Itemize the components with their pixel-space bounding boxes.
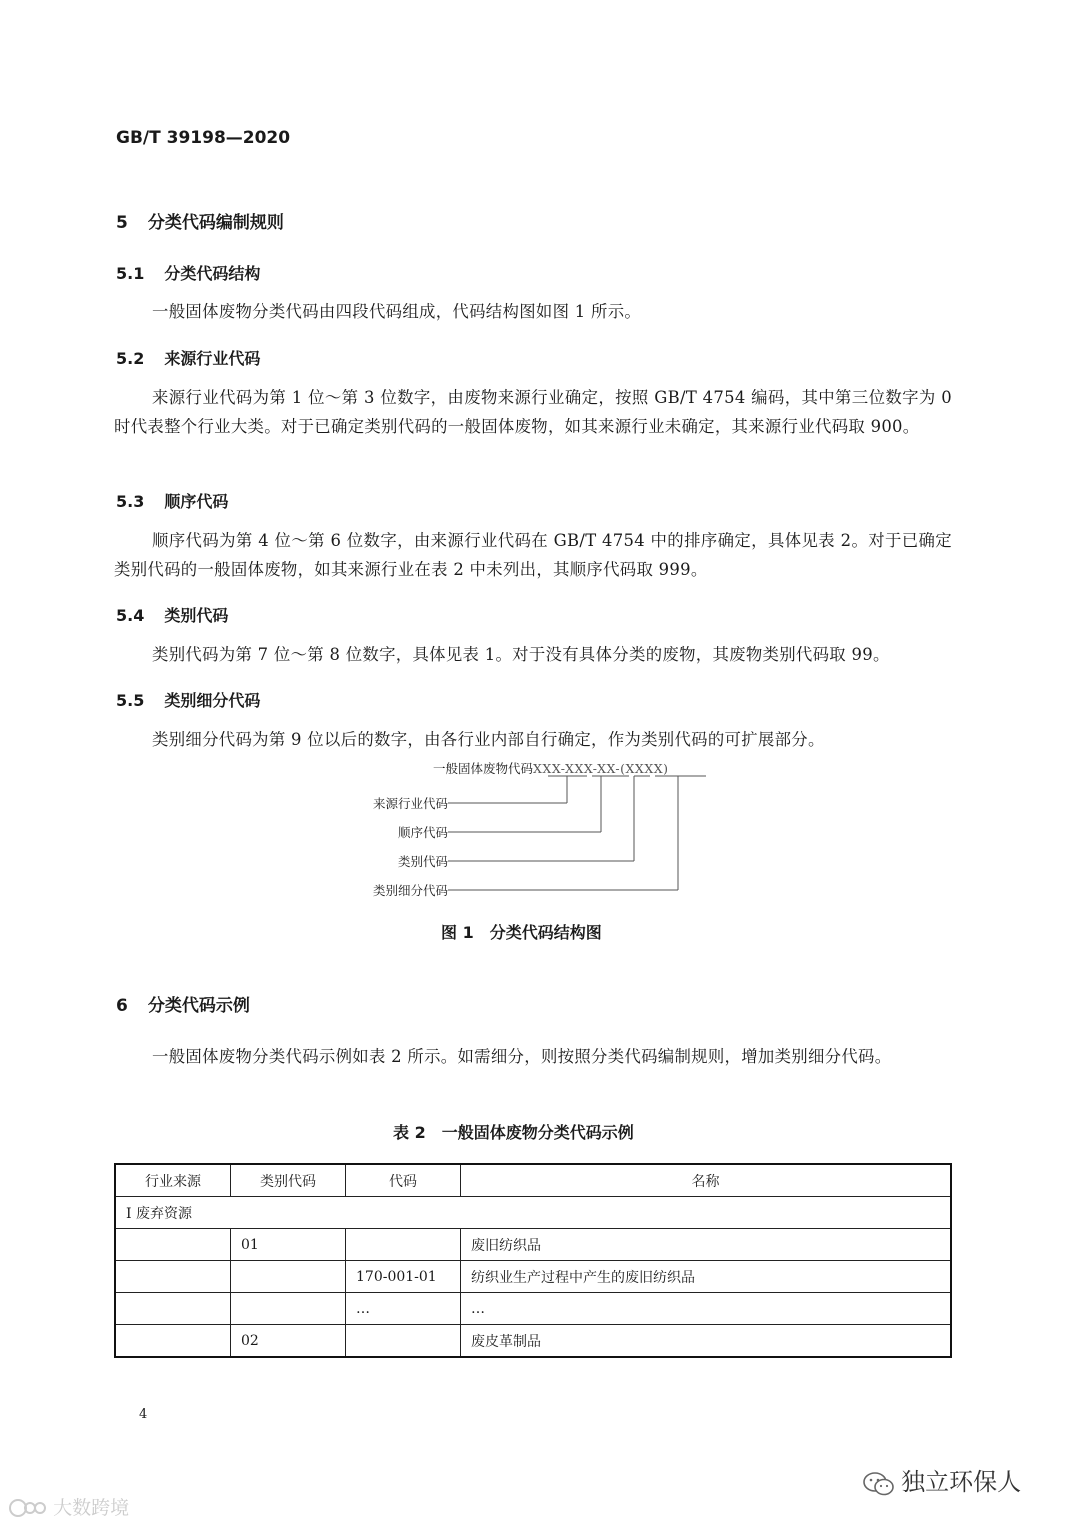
cell-industry — [115, 1229, 231, 1261]
section-number: 6 — [116, 996, 128, 1016]
watermark-right — [862, 1462, 1021, 1502]
cell-industry — [115, 1325, 231, 1358]
section-title: 分类代码结构 — [164, 264, 261, 283]
table-group-row — [115, 1197, 951, 1229]
table-header-row — [115, 1164, 951, 1197]
section-5-2-text: 来源行业代码为第 1 位～第 3 位数字，由废物来源行业确定，按照 GB/T 4754 编码，其中第三位数字为 0 时代表整个行业大类。对于已确定类别代码的一般固体废物，如其来源行业未确定，其来源行业代码取 900。 — [114, 388, 952, 436]
section-title: 来源行业代码 — [164, 349, 261, 368]
figure-caption: 图 1 分类代码结构图 — [441, 923, 602, 942]
cell-name: 废旧纺织品 — [461, 1229, 952, 1261]
code-structure-diagram — [300, 755, 800, 905]
section-title: 类别细分代码 — [164, 691, 261, 710]
section-title: 分类代码示例 — [147, 996, 250, 1016]
col-header-category-code: 类别代码 — [231, 1164, 346, 1197]
section-number: 5.1 — [116, 264, 145, 283]
table-row — [115, 1325, 951, 1358]
cell-name: … — [461, 1293, 952, 1325]
classification-code-table — [114, 1163, 952, 1358]
col-header-industry: 行业来源 — [115, 1164, 231, 1197]
table-caption: 表 2 一般固体废物分类代码示例 — [393, 1123, 634, 1142]
cell-industry — [115, 1261, 231, 1293]
group-label: Ⅰ 废弃资源 — [115, 1197, 951, 1229]
watermark-text: 大数跨境 — [53, 1497, 130, 1519]
section-5-1-text: 一般固体废物分类代码由四段代码组成，代码结构图如图 1 所示。 — [152, 302, 642, 321]
col-header-code: 代码 — [346, 1164, 461, 1197]
section-number: 5.2 — [116, 349, 145, 368]
section-5-4-heading — [116, 603, 228, 626]
table-row — [115, 1293, 951, 1325]
section-5-5-heading — [116, 688, 260, 711]
section-6-heading — [116, 991, 250, 1016]
cell-category-code: 01 — [231, 1229, 346, 1261]
watermark-left — [8, 1493, 129, 1524]
diagram-label-subcategory: 类别细分代码 — [372, 883, 448, 898]
table-row — [115, 1229, 951, 1261]
section-5-3-heading — [116, 489, 228, 512]
col-header-name: 名称 — [461, 1164, 952, 1197]
watermark-text: 独立环保人 — [901, 1468, 1022, 1496]
code-pattern: XXX-XXX-XX-(XXXX) — [533, 761, 669, 776]
section-number: 5.4 — [116, 606, 145, 625]
cell-code — [346, 1229, 461, 1261]
section-5-3-text: 顺序代码为第 4 位～第 6 位数字，由来源行业代码在 GB/T 4754 中的排序确定，具体见表 2。对于已确定类别代码的一般固体废物，如其来源行业在表 2 中未列出，其顺序代码取 999。 — [114, 531, 952, 579]
wechat-icon — [862, 1470, 896, 1502]
cell-name: 废皮革制品 — [461, 1325, 952, 1358]
diagram-label-category: 类别代码 — [397, 854, 448, 869]
section-number: 5.3 — [116, 492, 145, 511]
cell-code — [346, 1325, 461, 1358]
cell-code: … — [346, 1293, 461, 1325]
section-5-2-heading — [116, 346, 260, 369]
standard-number: GB/T 39198—2020 — [116, 128, 291, 148]
section-5-heading — [116, 208, 284, 233]
section-number: 5.5 — [116, 691, 145, 710]
cell-name: 纺织业生产过程中产生的废旧纺织品 — [461, 1261, 952, 1293]
code-title-text: 一般固体废物代码 — [433, 761, 534, 776]
cell-category-code — [231, 1293, 346, 1325]
cell-code: 170-001-01 — [346, 1261, 461, 1293]
cell-category-code: 02 — [231, 1325, 346, 1358]
cell-category-code — [231, 1261, 346, 1293]
page-number: 4 — [139, 1407, 148, 1422]
table-row — [115, 1261, 951, 1293]
section-5-5-text: 类别细分代码为第 9 位以后的数字，由各行业内部自行确定，作为类别代码的可扩展部分。 — [152, 730, 825, 749]
section-5-4-text: 类别代码为第 7 位～第 8 位数字，具体见表 1。对于没有具体分类的废物，其废物类别代码取 99。 — [152, 645, 890, 664]
section-title: 类别代码 — [164, 606, 229, 625]
section-5-1-heading — [116, 261, 260, 284]
logo-icon — [8, 1496, 48, 1524]
section-6-text: 一般固体废物分类代码示例如表 2 所示。如需细分，则按照分类代码编制规则，增加类别细分代码。 — [152, 1047, 892, 1066]
cell-industry — [115, 1293, 231, 1325]
section-number: 5 — [116, 213, 128, 233]
section-title: 分类代码编制规则 — [147, 213, 284, 233]
diagram-label-sequence: 顺序代码 — [397, 825, 448, 840]
diagram-label-source-industry: 来源行业代码 — [372, 796, 448, 811]
section-title: 顺序代码 — [164, 492, 229, 511]
